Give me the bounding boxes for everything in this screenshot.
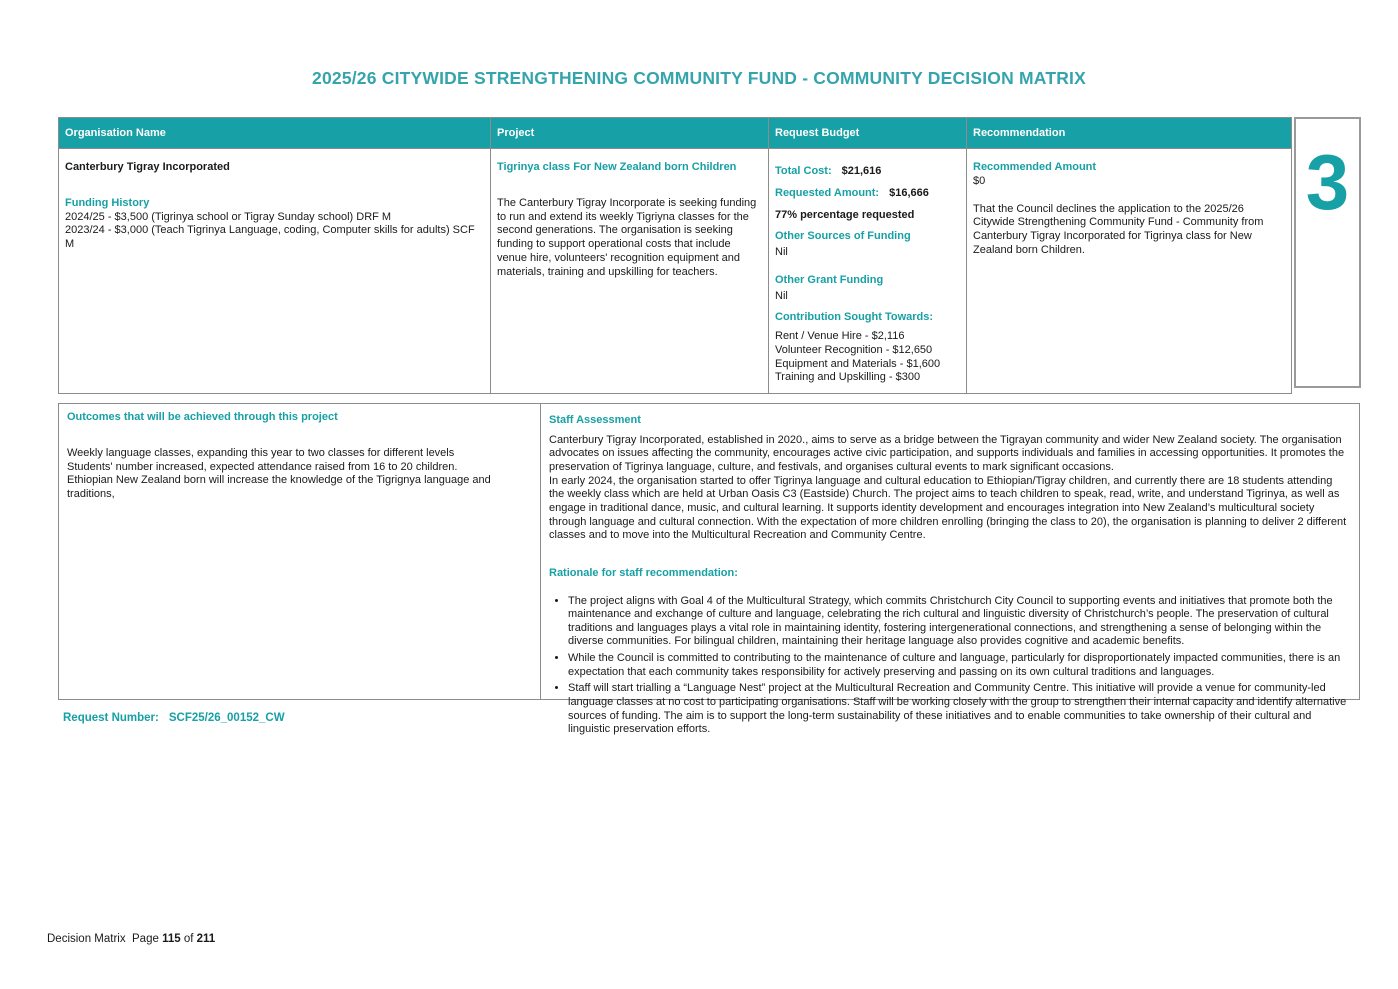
other-grant-heading: Other Grant Funding [775,273,884,286]
recommendation-cell [967,149,1292,394]
funding-history-line: 2023/24 - $3,000 (Teach Tigrinya Language, coding, Computer skills for adults) SCF M [65,224,475,250]
recommendation-text: That the Council declines the application to the 2025/26 Citywide Strengthening Community Fund - Community from Canterbury Tigray Incorporated for Tigrinya class for New Zealand born Children. [973,202,1264,256]
request-number-value: SCF25/26_00152_CW [168,712,285,724]
contribution-item: Volunteer Recognition - $12,650 [775,343,933,356]
contribution-heading: Contribution Sought Towards: [775,311,934,324]
requested-amount-row [775,187,958,201]
contribution-item: Equipment and Materials - $1,600 [775,357,941,370]
table-body-row [59,149,1292,394]
project-title: Tigrinya class For New Zealand born Children [497,161,737,173]
outcomes-line: Ethiopian New Zealand born will increase the knowledge of the Tigrignya language and traditions, [67,474,491,500]
percentage-requested-line: 77% percentage requested [775,208,915,221]
header-project: Project [491,118,769,149]
total-cost-row [775,165,958,179]
request-number-label: Request Number: [63,712,159,724]
other-grant-value: Nil [775,289,788,302]
footer-doc-label: Decision Matrix [47,933,126,945]
footer-page-number: 115 [162,933,181,945]
outcomes-heading: Outcomes that will be achieved through this project [67,411,338,423]
request-number [63,712,285,724]
rationale-bullet: • The project aligns with Goal 4 of the Multicultural Strategy, which commits Christchurch City Council to supporting events and initiatives that promote both the maintenance and exchange of culture and language, celebrating the rich cultural and linguistic diversity of Christchurch’s people. The preservation of cultural traditions and languages plays a vital role in maintaining identity, fostering intergenerational connections, and strengthening a sense of belonging within the diverse communities. For bilingual children, maintaining their heritage language also provides cognitive and academic benefits. [568,595,1347,650]
decision-matrix-table [58,117,1292,394]
footer-of-word: of [183,933,194,945]
footer-page-word: Page [132,933,159,945]
rationale-bullet: • Staff will start trialling a “Language Nest” project at the Multicultural Recreation and Community Centre. This initiative will provide a venue for community-led language classes at no cost to participating organisations. Staff will be working closely with the group to strengthen their internal capacity and identify alternative sources of funding. The aim is to support the long-term sustainability of these initiatives and to enable communities to take ownership of their cultural and linguistic preservation efforts. [568,682,1347,737]
recommended-amount-value: $0 [973,174,986,187]
header-recommendation: Recommendation [967,118,1292,149]
rationale-bullet: • While the Council is committed to contributing to the maintenance of culture and language, particularly for disproportionately impacted communities, there is an expectation that each community takes responsibility for actively preserving and passing on its own cultural traditions and languages. [568,652,1347,679]
project-cell [491,149,769,394]
page-title: 2025/26 CITYWIDE STRENGTHENING COMMUNITY FUND - COMMUNITY DECISION MATRIX [312,68,1086,88]
page-footer [47,933,215,945]
funding-history-line: 2024/25 - $3,500 (Tigrinya school or Tigray Sunday school) DRF M [65,210,392,223]
staff-assessment-heading: Staff Assessment [549,414,641,426]
priority-score-box [1294,117,1361,388]
rationale-heading: Rationale for staff recommendation: [549,566,738,579]
decision-matrix-table-wrap [58,117,1361,394]
header-request-budget: Request Budget [769,118,967,149]
recommended-amount-heading: Recommended Amount [973,161,1097,173]
total-cost-label: Total Cost: [775,165,832,177]
contribution-item: Training and Upskilling - $300 [775,371,921,384]
other-sources-heading: Other Sources of Funding [775,230,911,243]
organisation-cell [59,149,491,394]
organisation-name: Canterbury Tigray Incorporated [65,161,230,173]
request-budget-cell [769,149,967,394]
outcomes-line: Students' number increased, expected attendance raised from 16 to 20 children. [67,460,458,473]
funding-history-heading: Funding History [65,196,150,209]
header-organisation-name: Organisation Name [59,118,491,149]
table-header-row [59,118,1292,149]
other-sources-value: Nil [775,246,788,258]
contribution-list [775,330,958,385]
priority-score: 3 [1305,138,1350,226]
staff-assessment-paragraph: Canterbury Tigray Incorporated, established in 2020., aims to serve as a bridge between the Tigrayan community and wider New Zealand society. The organisation advocates on issues affecting the community, encourages active civic participation, and supports individuals and families in accessing opportunities. It promotes the preservation of Tigrinya language, culture, and festivals, and organises cultural events to mark significant occasions. [549,433,1345,473]
outcomes-cell [59,404,541,699]
total-cost-value: $21,616 [841,165,882,177]
contribution-item: Rent / Venue Hire - $2,116 [775,330,905,342]
staff-assessment-cell [541,404,1359,736]
requested-amount-label: Requested Amount: [775,186,880,199]
footer-total-pages: 211 [196,933,216,945]
rationale-bullet-list [549,595,1347,737]
staff-assessment-paragraph: In early 2024, the organisation started to offer Tigrinya language and cultural education to Ethiopian/Tigray children, and currently there are 18 students attending the weekly class which are held at Urban Oasis C3 (Eastside) Church. The project aims to teach children to speak, read, write, and understand Tigrinya, as well as engage in traditional dance, music, and cultural learning. It supports identity development and encourages integration into New Zealand’s multicultural society through language and cultural connection. With the expectation of more children enrolling (bringing the class to 20), the organisation is planning to deliver 2 different classes and to move into the Multicultural Recreation and Community Centre. [549,474,1347,542]
outcomes-line: Weekly language classes, expanding this year to two classes for different levels [67,446,455,459]
requested-amount-value: $16,666 [889,186,929,199]
project-description: The Canterbury Tigray Incorporate is seeking funding to run and extend its weekly Tigriyna classes for the second generations. The organisation is seeking funding to support operational costs that include venue hire, volunteers' recognition equipment and materials, training and upskilling for teachers. [497,196,757,278]
